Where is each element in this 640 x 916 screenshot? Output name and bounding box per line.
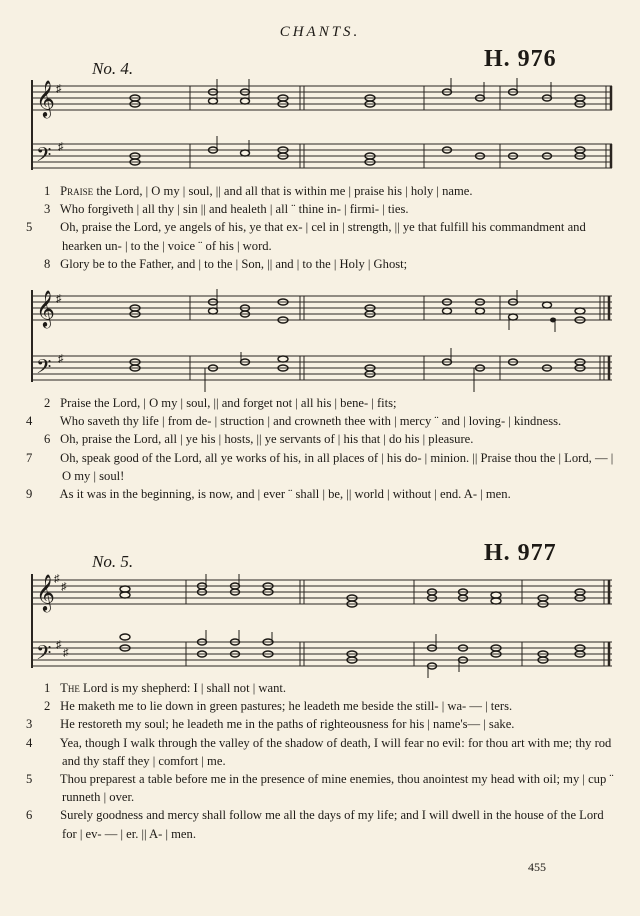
verse-line: 4 Who saveth thy life | from de- | struction | and crowneth thee with | mercy ¨ and | loving- | kindness. bbox=[26, 414, 562, 429]
verse-line: 4 Yea, though I walk through the valley of the shadow of death, I will fear no evil: for thou art with me; thy rod and thy staff they | comfort | me. bbox=[26, 735, 612, 768]
key-signature-sharp-icon: ♯ bbox=[61, 581, 67, 593]
verse-line: 7 Oh, speak good of the Lord, all ye works of his, in all places of | his do- | minion. || Praise thou the | Lord, — | O my | soul! bbox=[26, 450, 614, 483]
chant-5-verses bbox=[26, 679, 618, 843]
treble-clef-icon: 𝄞 bbox=[36, 289, 55, 327]
bass-staff-3 bbox=[32, 642, 612, 666]
key-signature-sharp-icon: ♯ bbox=[56, 293, 62, 305]
page-number: 455 bbox=[528, 860, 546, 874]
treble-staff-3 bbox=[32, 580, 612, 604]
verse-line: 5 Thou preparest a table before me in the presence of mine enemies, thou anointest my head with oil; my | cup ¨ runneth | over. bbox=[26, 772, 614, 805]
verse-line: 3 He restoreth my soul; he leadeth me in the paths of righteousness for his | name's— | sake. bbox=[26, 717, 515, 732]
verse-line: 8 Glory be to the Father, and | to the | Son, || and | to the | Holy | Ghost; bbox=[44, 256, 408, 271]
verse-line: 6 Oh, praise the Lord, all | ye his | hosts, || ye servants of | his that | do his | pleasure. bbox=[44, 432, 474, 447]
bass-clef-icon: 𝄢 bbox=[36, 355, 52, 383]
key-signature-sharp-icon: ♯ bbox=[56, 83, 62, 95]
key-signature-sharp-icon: ♯ bbox=[63, 647, 69, 659]
hymn-976-number: H. 976 bbox=[484, 46, 557, 72]
bass-clef-icon: 𝄢 bbox=[36, 641, 52, 669]
verse-line: 9 As it was in the beginning, is now, and | ever ¨ shall | be, || world | without | end. A- | men. bbox=[26, 487, 511, 502]
verse-line: 2 Praise the Lord, | O my | soul, || and forget not | all his | bene- | fits; bbox=[44, 396, 397, 410]
bass-clef-icon: 𝄢 bbox=[36, 143, 52, 171]
key-signature-sharp-icon: ♯ bbox=[56, 639, 62, 651]
hymn-977-number: H. 977 bbox=[484, 540, 557, 566]
verse-line: 1 The Lord is my shepherd: I | shall not | want. bbox=[44, 681, 287, 695]
system-3-stems bbox=[206, 574, 459, 678]
verse-line: 5 Oh, praise the Lord, ye angels of his, ye that ex- | cel in | strength, || ye that fulfill his commandment and hearken un- | to the | voice ¨ of his | word. bbox=[26, 220, 586, 253]
verse-line: 3 Who forgiveth | all thy | sin || and healeth | all ¨ thine in- | firmi- | ties. bbox=[44, 202, 409, 217]
chant-5-label: No. 5. bbox=[92, 552, 134, 571]
verse-line: 6 Surely goodness and mercy shall follow me all the days of my life; and I will dwell in the house of the Lord for | ev- — | er. || A- | men. bbox=[26, 808, 604, 841]
system-3-notes bbox=[120, 583, 585, 669]
treble-clef-icon: 𝄞 bbox=[36, 573, 55, 611]
chant-4-label: No. 4. bbox=[92, 59, 134, 78]
verse-line: 2 He maketh me to lie down in green pastures; he leadeth me beside the still- | wa- — | ters. bbox=[44, 699, 513, 714]
key-signature-sharp-icon: ♯ bbox=[58, 141, 64, 153]
verse-line: 1 Praise the Lord, | O my | soul, || and all that is within me | praise his | holy | name. bbox=[44, 184, 473, 198]
key-signature-sharp-icon: ♯ bbox=[54, 573, 60, 585]
running-head: CHANTS. bbox=[279, 24, 361, 40]
treble-clef-icon: 𝄞 bbox=[36, 79, 55, 117]
key-signature-sharp-icon: ♯ bbox=[58, 353, 64, 365]
